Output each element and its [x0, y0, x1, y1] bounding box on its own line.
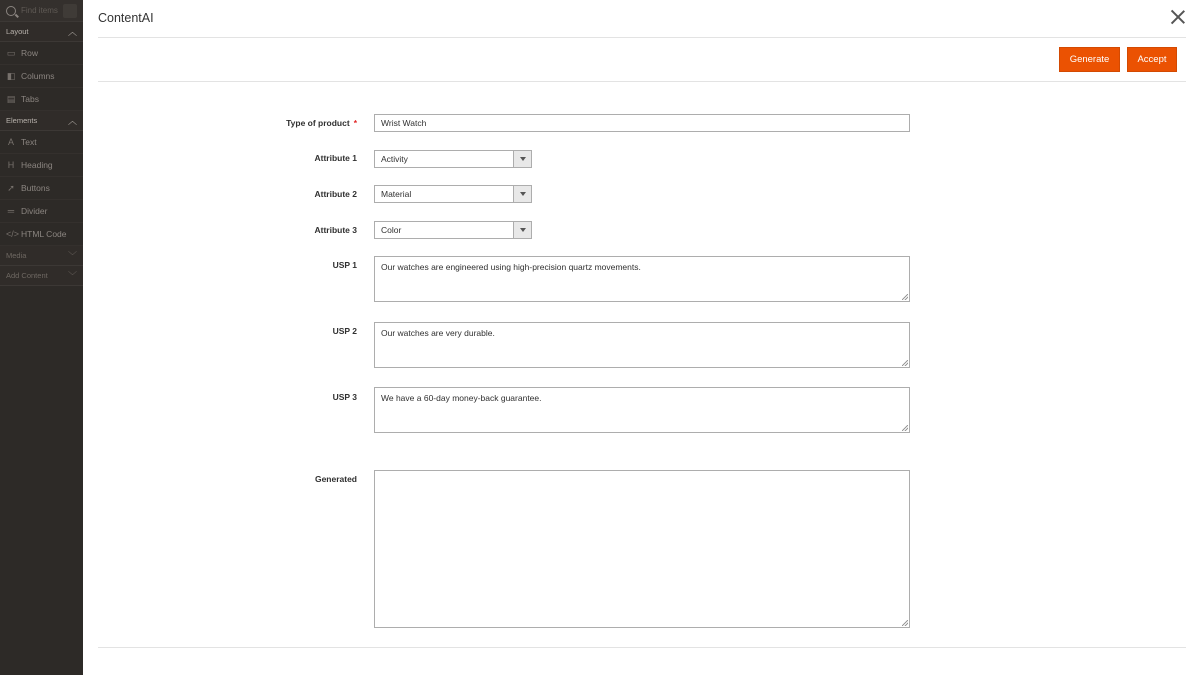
resize-handle-icon[interactable] — [902, 620, 908, 626]
sidebar-item-label: Divider — [21, 206, 48, 216]
sidebar-item-buttons[interactable] — [0, 177, 83, 200]
sidebar-item-divider[interactable] — [0, 200, 83, 223]
sidebar-item-row[interactable] — [0, 42, 83, 65]
sidebar-item-label: Heading — [21, 160, 53, 170]
usp-2-textarea[interactable] — [374, 322, 910, 368]
attribute-2-value: Material — [381, 189, 412, 199]
usp-1-label: USP 1 — [332, 260, 357, 270]
sidebar-item-label: Columns — [21, 71, 55, 81]
sidebar-item-text[interactable] — [0, 131, 83, 154]
modal-title: ContentAI — [98, 11, 154, 25]
resize-handle-icon[interactable] — [902, 294, 908, 300]
attribute-2-label: Attribute 2 — [314, 189, 357, 199]
sidebar-section-label: Add Content — [6, 271, 48, 280]
sidebar-section-add-content[interactable] — [0, 266, 83, 286]
usp-3-label: USP 3 — [332, 392, 357, 402]
contentai-modal — [83, 0, 1200, 675]
dropdown-arrow-icon[interactable] — [513, 151, 531, 167]
sidebar-search[interactable] — [0, 0, 83, 22]
type-of-product-value: Wrist Watch — [381, 118, 427, 128]
usp-3-textarea[interactable] — [374, 387, 910, 433]
chevron-down-icon: ﹀ — [67, 271, 77, 281]
divider-icon: ═ — [7, 206, 15, 216]
type-of-product-input[interactable] — [374, 114, 910, 132]
dropdown-arrow-icon[interactable] — [513, 186, 531, 202]
sidebar-search-placeholder: Find items — [21, 6, 58, 15]
toolbar-divider — [98, 81, 1186, 82]
usp-3-value: We have a 60-day money-back guarantee. — [381, 393, 542, 403]
sidebar-item-label: Buttons — [21, 183, 50, 193]
sidebar-item-label: Text — [21, 137, 37, 147]
resize-handle-icon[interactable] — [902, 360, 908, 366]
dropdown-arrow-icon[interactable] — [513, 222, 531, 238]
clear-search-icon[interactable] — [63, 4, 77, 18]
code-icon: </> — [6, 229, 20, 239]
row-icon: ▭ — [6, 47, 16, 58]
sidebar-section-layout[interactable] — [0, 22, 83, 42]
attribute-1-label: Attribute 1 — [314, 153, 357, 163]
cursor-icon: ➚ — [7, 182, 15, 193]
sidebar-item-label: Row — [21, 48, 39, 58]
usp-2-label: USP 2 — [332, 326, 357, 336]
required-marker: * — [353, 118, 357, 128]
generated-textarea[interactable] — [374, 470, 910, 628]
chevron-up-icon: ︿ — [67, 116, 77, 126]
sidebar-section-media[interactable] — [0, 246, 83, 266]
sidebar-item-html-code[interactable] — [0, 223, 83, 246]
sidebar-section-label: Layout — [6, 27, 29, 36]
sidebar-item-columns[interactable] — [0, 65, 83, 88]
chevron-down-icon: ﹀ — [67, 251, 77, 261]
sidebar-item-heading[interactable] — [0, 154, 83, 177]
chevron-up-icon: ︿ — [67, 27, 77, 37]
usp-1-textarea[interactable] — [374, 256, 910, 302]
attribute-3-label: Attribute 3 — [314, 225, 357, 235]
attribute-1-select[interactable] — [374, 150, 532, 168]
sidebar-section-label: Elements — [6, 116, 38, 125]
attribute-2-select[interactable] — [374, 185, 532, 203]
generated-label: Generated — [314, 474, 357, 484]
type-of-product-label — [286, 118, 357, 128]
generate-button[interactable]: Generate — [1059, 47, 1120, 72]
resize-handle-icon[interactable] — [902, 425, 908, 431]
usp-2-value: Our watches are very durable. — [381, 328, 495, 338]
close-icon[interactable] — [1170, 9, 1186, 25]
page-builder-sidebar — [0, 0, 83, 675]
sidebar-section-elements[interactable] — [0, 111, 83, 131]
attribute-3-select[interactable] — [374, 221, 532, 239]
attribute-3-value: Color — [381, 225, 402, 235]
attribute-1-value: Activity — [381, 154, 408, 164]
columns-icon: ◧ — [6, 70, 16, 81]
sidebar-section-label: Media — [6, 251, 27, 260]
sidebar-item-label: HTML Code — [21, 229, 67, 239]
sidebar-item-tabs[interactable] — [0, 88, 83, 111]
type-of-product-label-text: Type of product — [286, 118, 350, 128]
search-icon — [6, 6, 16, 16]
accept-button[interactable]: Accept — [1127, 47, 1177, 72]
header-divider — [98, 37, 1186, 38]
tabs-icon: ▤ — [6, 93, 16, 104]
sidebar-item-label: Tabs — [21, 94, 39, 104]
text-icon: A — [7, 137, 14, 147]
usp-1-value: Our watches are engineered using high-precision quartz movements. — [381, 262, 641, 272]
heading-icon: H — [7, 160, 15, 170]
footer-divider — [98, 647, 1186, 648]
